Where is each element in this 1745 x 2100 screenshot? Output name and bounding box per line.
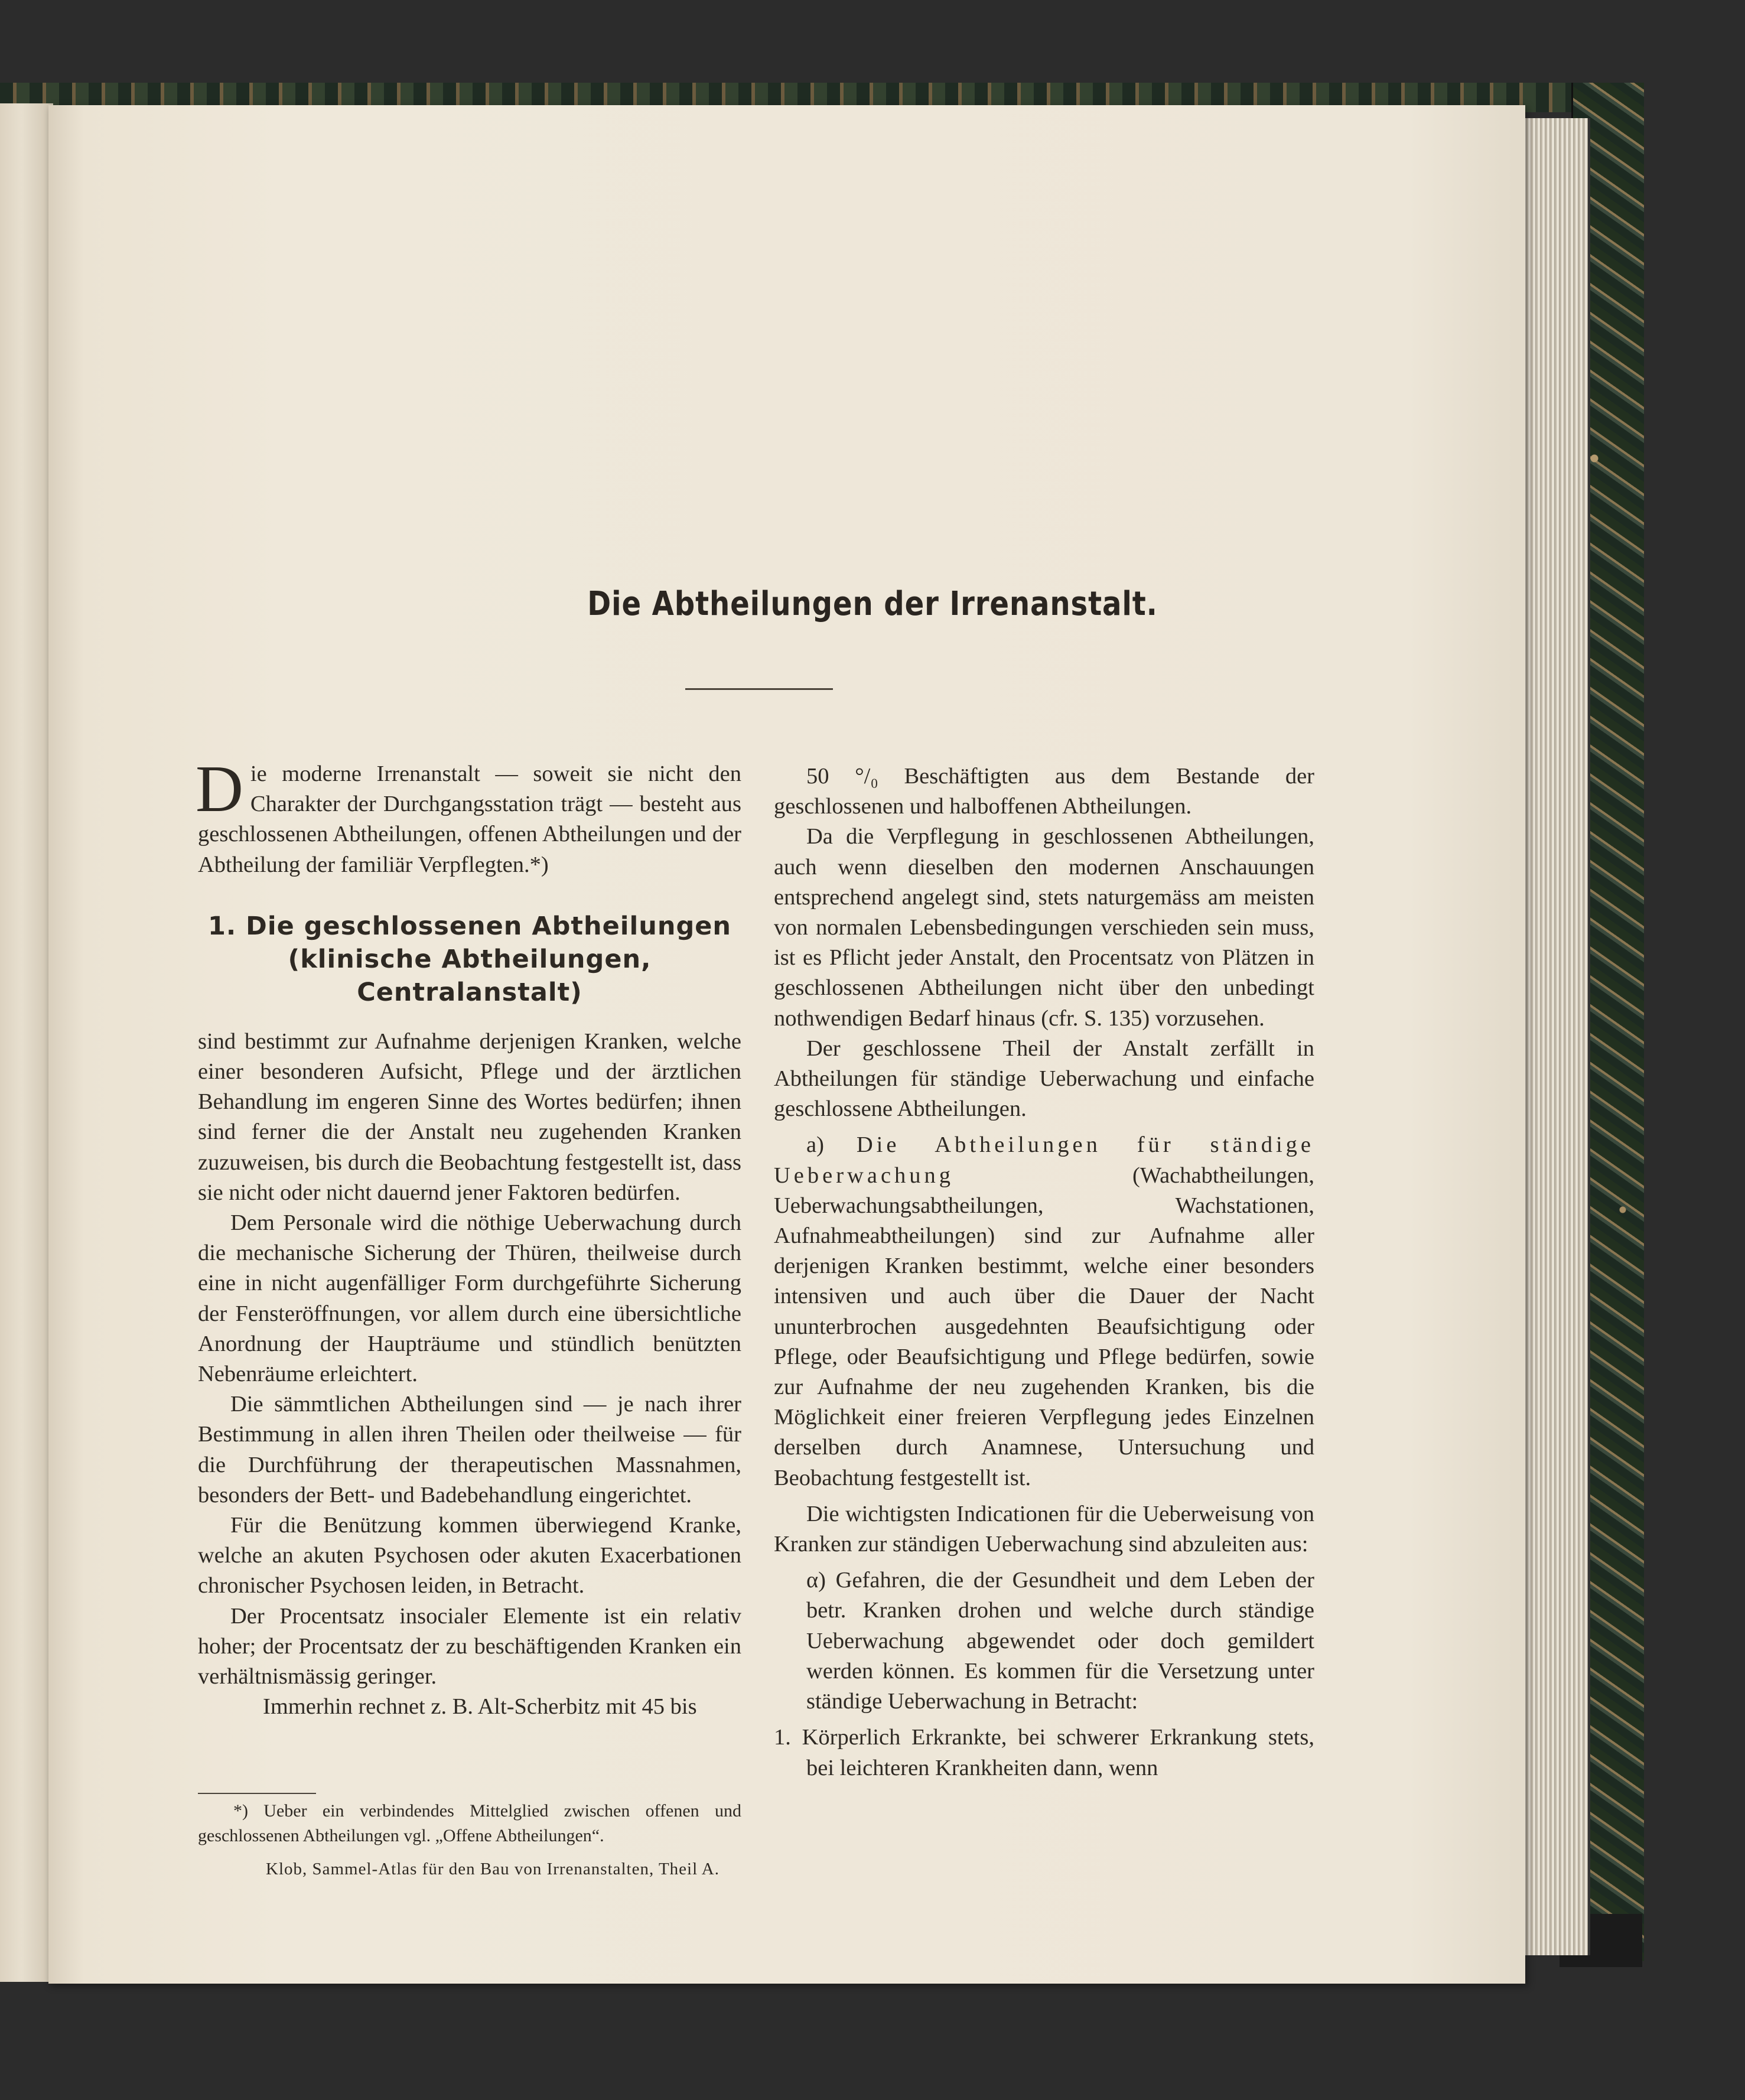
list-marker: a) — [806, 1132, 857, 1158]
page-stack-edges — [1517, 118, 1590, 1955]
left-column — [196, 753, 741, 1722]
page-title: Die Abtheilungen der Irrenanstalt. — [587, 585, 1158, 623]
section-heading-line-1: 1. Die geschlossenen Abtheilungen — [207, 911, 732, 941]
spaced-term: Die Abtheilungen für ständige Ueberwachung — [774, 1132, 1314, 1188]
page-footer: Klob, Sammel-Atlas für den Bau von Irrenanstalten, Theil A. — [266, 1860, 720, 1878]
paragraph: α) Gefahren, die der Gesundheit und dem Leben der betr. Kranken drohen und welche durch ständige Ueberwachung abgewendet oder doch gemildert werden können. Es kommen für die Versetzung unter ständige Ueberwachung in Betracht: — [806, 1568, 1314, 1714]
right-column — [774, 759, 1314, 1783]
footnote-text: *) Ueber ein verbindendes Mittelglied zwischen offenen und geschlossenen Abtheilungen vgl. „Offene Abtheilungen“. — [198, 1801, 741, 1845]
paragraph: Die sämmtlichen Abtheilungen sind — je nach ihrer Bestimmung in allen ihren Theilen oder theilweise — für die Durchführung der therapeutischen Massnahmen, besonders der Bett- und Badebehandlung eingerichtet. — [198, 1392, 741, 1508]
paragraph: Die wichtigsten Indicationen für die Ueberweisung von Kranken zur ständigen Ueberwachung sind abzuleiten aus: — [774, 1501, 1314, 1557]
list-item: 1. Körperlich Erkrankte, bei schwerer Erkrankung stets, bei leichteren Krankheiten dann, wenn — [774, 1725, 1314, 1780]
intro-paragraph — [196, 753, 741, 880]
paragraph: Da die Verpflegung in geschlossenen Abtheilungen, auch wenn dieselben den modernen Anschauungen entsprechend angelegt sind, stets naturgemäss am meisten von normalen Lebensbedingungen verschieden sein muss, ist es Pflicht jeder Anstalt, den Procentsatz von Plätzen in geschlossenen Abtheilungen nicht über den unbedingt nothwendigen Bedarf hinaus (cfr. S. 135) vorzusehen. — [774, 824, 1314, 1031]
footnote — [198, 1799, 741, 1848]
section-heading — [198, 910, 741, 1009]
paragraph: Der Procentsatz insocialer Elemente ist ein relativ hoher; der Procentsatz der zu beschäftigenden Kranken ein verhältnismässig geringer. — [198, 1603, 741, 1689]
left-page-edge — [0, 103, 53, 1982]
paragraph: Immerhin rechnet z. B. Alt-Scherbitz mit 45 bis — [263, 1694, 697, 1720]
paragraph-text: (Wachabtheilungen, Ueberwachungsabtheilungen, Wachstationen, Aufnahmeabtheilungen) sind zur Aufnahme aller derjenigen Kranken bestimmt, welche einer besonders intensiven und auch über die Dauer der Nacht ununterbrochen ausgedehnten Beaufsichtigung oder Pflege, oder Beaufsichtigung und Pflege bedürfen, sowie zur Aufnahme der neu zugehenden Kranken, bis die Möglichkeit einer freieren Verpflegung jedes Einzelnen derselben durch Anamnese, Untersuchung und Beobachtung festgestellt ist. — [774, 1163, 1314, 1490]
paragraph: 50 °/₀ Beschäftigten aus dem Bestande der geschlossenen und halboffenen Abtheilungen. — [774, 764, 1314, 819]
section-heading-line-3: Centralanstalt) — [357, 977, 582, 1007]
paragraph: Dem Personale wird die nöthige Ueberwachung durch die mechanische Sicherung der Thüren, theilweise durch eine in nicht augenfälliger Form durchgeführte Sicherung der Fensteröffnungen, vor allem durch eine übersichtliche Anordnung der Haupträume und stündlich benützten Nebenräume erleichtert. — [198, 1210, 741, 1387]
drop-cap: D — [196, 753, 243, 826]
paragraph: sind bestimmt zur Aufnahme derjenigen Kranken, welche einer besonderen Aufsicht, Pflege und der ärztlichen Behandlung im engeren Sinne des Wortes bedürfen; ihnen sind ferner die der Anstalt neu zugehenden Kranken zuzuweisen, bis durch die Beobachtung festgestellt ist, dass sie nicht oder nicht dauernd jener Faktoren bedürfen. — [198, 1028, 741, 1205]
footnote-divider — [198, 1793, 316, 1794]
paragraph: Der geschlossene Theil der Anstalt zerfällt in Abtheilungen für ständige Ueberwachung und einfache geschlossene Abtheilungen. — [774, 1036, 1314, 1122]
paragraph: Für die Benützung kommen überwiegend Kranke, welche an akuten Psychosen oder akuten Exacerbationen chronischer Psychosen leiden, in Betracht. — [198, 1513, 741, 1598]
paragraph — [774, 1130, 1314, 1493]
section-heading-line-2: (klinische Abtheilungen, — [288, 944, 652, 974]
intro-text: ie moderne Irrenanstalt — soweit sie nicht den Charakter der Durchgangsstation trägt — besteht aus geschlossenen Abtheilungen, offenen Abtheilungen und der Abtheilung der familiär Verpflegten.*) — [198, 761, 741, 877]
title-divider — [685, 688, 833, 690]
